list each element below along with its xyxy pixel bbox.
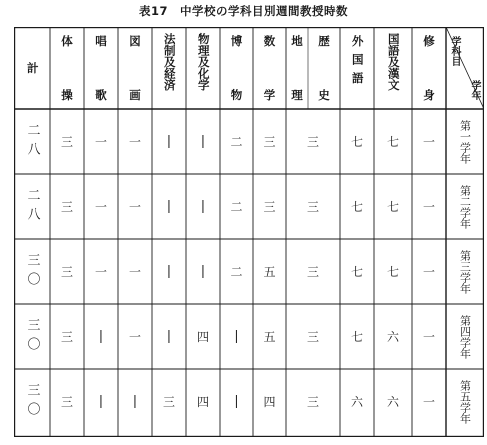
- table-cell-shushin: [412, 369, 446, 434]
- table-cell-kokugo: [374, 239, 412, 304]
- header-kokugo: [374, 27, 412, 109]
- header-rekishi: [308, 27, 340, 109]
- table-cell-sugaku: [253, 369, 286, 434]
- hours-value: 四: [196, 394, 209, 409]
- hours-value: 三: [306, 199, 319, 214]
- hours-value: 一: [94, 199, 107, 214]
- hours-value: |: [132, 394, 138, 409]
- total-hours: 三〇: [24, 252, 40, 291]
- header-total-label: 計: [25, 62, 40, 74]
- hours-value: 二: [230, 199, 243, 214]
- table-cell-chiri-rekishi: [286, 304, 340, 369]
- grade-label: 第一学年: [458, 119, 472, 164]
- table-cell-shushin: [412, 304, 446, 369]
- hours-value: |: [200, 134, 206, 149]
- hours-value: |: [98, 329, 104, 344]
- table-cell-gaikokugo: [340, 239, 374, 304]
- hours-value: 一: [422, 264, 435, 279]
- header-rekishi-char1: 歴: [318, 34, 330, 48]
- hours-value: 三: [60, 264, 73, 279]
- hours-value: 三: [60, 329, 73, 344]
- table-cell-grade: [446, 174, 484, 239]
- header-rekishi-char2: 史: [318, 87, 330, 102]
- table-cell-chiri-rekishi: [286, 109, 340, 174]
- total-hours: 三〇: [24, 317, 40, 356]
- table-cell-gaikokugo: [340, 109, 374, 174]
- table-cell-taiso: [50, 239, 84, 304]
- header-taiso: [50, 27, 84, 109]
- header-shushin: [412, 27, 446, 109]
- table-cell-sugaku: [253, 304, 286, 369]
- hours-value: 七: [386, 134, 399, 149]
- table-cell-total: [14, 239, 50, 304]
- table-cell-total: [14, 304, 50, 369]
- table-cell-zuga: [118, 304, 152, 369]
- header-shushin-char2: 身: [423, 87, 435, 102]
- header-zuga-char2: 画: [129, 87, 141, 102]
- header-kokugo-label: 国語及漢文: [386, 33, 401, 91]
- header-hosei: [152, 27, 186, 109]
- table-cell-grade: [446, 239, 484, 304]
- hours-value: 一: [94, 264, 107, 279]
- hours-value: 三: [306, 394, 319, 409]
- header-gaikokugo-label: 外国語: [350, 35, 365, 91]
- table-cell-grade: [446, 369, 484, 434]
- hours-value: |: [166, 199, 172, 214]
- table-cell-butsuri: [186, 369, 220, 434]
- header-corner-grade-label: 学年: [469, 80, 480, 100]
- hours-value: 一: [422, 329, 435, 344]
- grade-label: 第四学年: [458, 314, 472, 359]
- header-shoka-char2: 歌: [95, 87, 107, 102]
- hours-value: |: [166, 134, 172, 149]
- hours-value: |: [234, 394, 239, 409]
- table-cell-hosei: [152, 174, 186, 239]
- header-zuga-char1: 図: [129, 34, 141, 48]
- grade-label: 第二学年: [458, 184, 472, 229]
- hours-table: [14, 27, 484, 437]
- header-corner-subject-label: 学科目: [449, 36, 460, 66]
- hours-value: 五: [263, 329, 276, 344]
- header-corner-subject: [446, 29, 462, 73]
- table-cell-shushin: [412, 239, 446, 304]
- table-cell-sugaku: [253, 239, 286, 304]
- table-cell-hakubutsu: [220, 369, 253, 434]
- hours-value: 一: [128, 199, 141, 214]
- hours-value: 一: [422, 134, 435, 149]
- table-cell-sugaku: [253, 109, 286, 174]
- header-shoka-char1: 唱: [95, 34, 107, 48]
- hours-value: 一: [128, 329, 141, 344]
- table-cell-sugaku: [253, 174, 286, 239]
- table-cell-hosei: [152, 369, 186, 434]
- header-chiri-char1: 地: [291, 34, 303, 48]
- table-cell-total: [14, 109, 50, 174]
- header-taiso-char2: 操: [61, 87, 73, 102]
- hours-value: 五: [263, 264, 276, 279]
- hours-value: 七: [386, 264, 399, 279]
- table-cell-hakubutsu: [220, 304, 253, 369]
- table-cell-kokugo: [374, 109, 412, 174]
- hours-value: 一: [422, 199, 435, 214]
- grade-label: 第三学年: [458, 249, 472, 294]
- table-cell-kokugo: [374, 369, 412, 434]
- header-sugaku-char1: 数: [263, 34, 276, 48]
- hours-value: 三: [306, 264, 319, 279]
- hours-value: 三: [162, 394, 175, 409]
- table-cell-grade: [446, 109, 484, 174]
- table-title: 表17 中学校の学科目別週間教授時数: [138, 4, 348, 18]
- table-cell-hakubutsu: [220, 109, 253, 174]
- hours-value: 六: [386, 329, 399, 344]
- hours-value: 七: [350, 134, 363, 149]
- header-butsuri: [186, 27, 220, 109]
- header-corner-grade: [466, 73, 482, 107]
- hours-value: 三: [60, 134, 73, 149]
- hours-value: 一: [128, 134, 141, 149]
- hours-value: 三: [263, 199, 276, 214]
- table-cell-zuga: [118, 174, 152, 239]
- hours-value: 三: [263, 134, 276, 149]
- total-hours: 二八: [24, 187, 40, 226]
- table-cell-zuga: [118, 109, 152, 174]
- header-chiri-char2: 理: [291, 87, 303, 102]
- table-cell-chiri-rekishi: [286, 174, 340, 239]
- hours-value: 一: [94, 134, 107, 149]
- hours-value: 七: [350, 199, 363, 214]
- table-cell-shoka: [84, 239, 118, 304]
- hours-value: |: [166, 329, 172, 344]
- table-cell-shushin: [412, 109, 446, 174]
- table-cell-shoka: [84, 174, 118, 239]
- table-cell-taiso: [50, 109, 84, 174]
- hours-value: 四: [263, 394, 276, 409]
- table-cell-hosei: [152, 239, 186, 304]
- hours-value: 六: [386, 394, 399, 409]
- hours-value: 二: [230, 134, 243, 149]
- table-cell-shoka: [84, 109, 118, 174]
- hours-value: 七: [386, 199, 399, 214]
- hours-value: 三: [306, 134, 319, 149]
- table-cell-hosei: [152, 109, 186, 174]
- table-cell-taiso: [50, 174, 84, 239]
- header-butsuri-label: 物理及化学: [196, 33, 211, 91]
- hours-value: |: [234, 329, 239, 344]
- table-cell-taiso: [50, 369, 84, 434]
- table-cell-hakubutsu: [220, 174, 253, 239]
- table-cell-shushin: [412, 174, 446, 239]
- table-cell-butsuri: [186, 109, 220, 174]
- table-cell-total: [14, 174, 50, 239]
- header-zuga: [118, 27, 152, 109]
- grade-label: 第五学年: [458, 379, 472, 424]
- table-cell-gaikokugo: [340, 369, 374, 434]
- table-cell-chiri-rekishi: [286, 369, 340, 434]
- header-shushin-char1: 修: [423, 34, 435, 48]
- hours-value: 三: [306, 329, 319, 344]
- header-shoka: [84, 27, 118, 109]
- header-hakubutsu-char1: 博: [230, 34, 243, 48]
- hours-value: 三: [60, 394, 73, 409]
- header-chiri: [286, 27, 308, 109]
- table-cell-hakubutsu: [220, 239, 253, 304]
- table-cell-shoka: [84, 369, 118, 434]
- header-taiso-char1: 体: [61, 34, 73, 48]
- header-hakubutsu: [220, 27, 253, 109]
- table-cell-chiri-rekishi: [286, 239, 340, 304]
- table-cell-hosei: [152, 304, 186, 369]
- table-cell-butsuri: [186, 239, 220, 304]
- header-hakubutsu-char2: 物: [230, 87, 243, 102]
- header-total: [14, 27, 50, 109]
- hours-value: |: [166, 264, 172, 279]
- hours-value: |: [200, 199, 206, 214]
- table-cell-shoka: [84, 304, 118, 369]
- table-cell-total: [14, 369, 50, 434]
- hours-value: 一: [128, 264, 141, 279]
- total-hours: 二八: [24, 122, 40, 161]
- hours-value: 七: [350, 264, 363, 279]
- table-cell-grade: [446, 304, 484, 369]
- hours-value: 四: [196, 329, 209, 344]
- hours-value: 二: [230, 264, 243, 279]
- table-cell-butsuri: [186, 304, 220, 369]
- hours-value: 三: [60, 199, 73, 214]
- hours-value: |: [200, 264, 206, 279]
- table-cell-taiso: [50, 304, 84, 369]
- table-cell-gaikokugo: [340, 174, 374, 239]
- hours-value: 六: [350, 394, 363, 409]
- header-sugaku-char2: 学: [263, 87, 276, 102]
- table-cell-kokugo: [374, 174, 412, 239]
- table-cell-zuga: [118, 369, 152, 434]
- header-gaikokugo: [340, 27, 374, 109]
- hours-value: 一: [422, 394, 435, 409]
- total-hours: 三〇: [24, 382, 40, 421]
- table-cell-butsuri: [186, 174, 220, 239]
- header-hosei-label: 法制及経済: [162, 33, 177, 91]
- header-sugaku: [253, 27, 286, 109]
- table-cell-gaikokugo: [340, 304, 374, 369]
- hours-value: 七: [350, 329, 363, 344]
- table-cell-zuga: [118, 239, 152, 304]
- hours-value: |: [98, 394, 104, 409]
- table-cell-kokugo: [374, 304, 412, 369]
